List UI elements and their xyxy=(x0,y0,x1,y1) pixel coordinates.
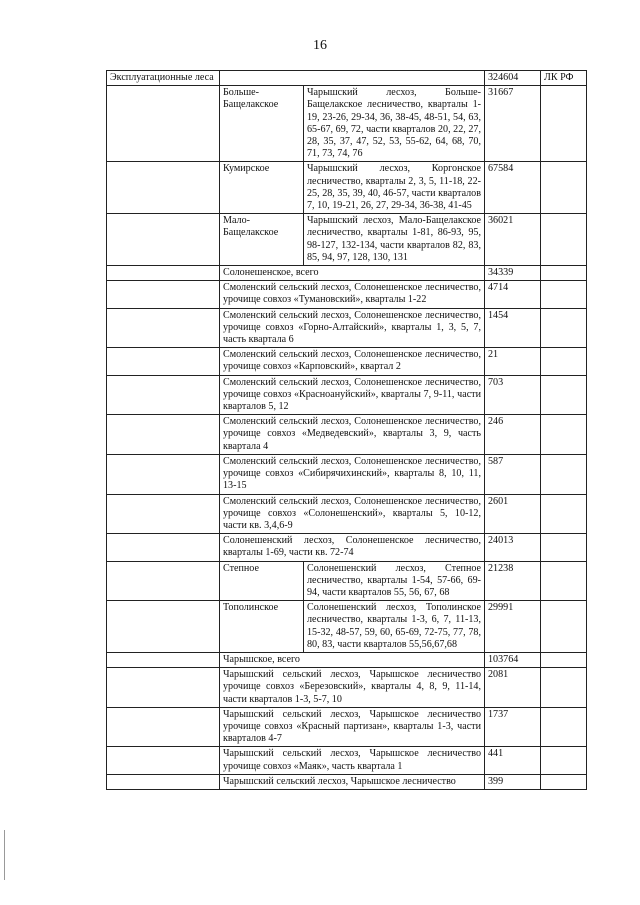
table-row xyxy=(107,534,587,561)
subdivision-name: Мало-Бащелакское xyxy=(220,214,304,266)
area-cell: 34339 xyxy=(485,266,541,281)
table-row xyxy=(107,454,587,494)
note-cell xyxy=(541,454,587,494)
description-cell: Чарышский сельский лесхоз, Чарышское лесничество урочище совхоз «Березовский», кварталы 4, 8, 9, 11-14, части кварталов 1-3, 5-7, 10 xyxy=(220,668,485,708)
note-cell: ЛК РФ xyxy=(541,71,587,86)
area-cell: 36021 xyxy=(485,214,541,266)
empty-cell xyxy=(107,86,220,162)
table-row xyxy=(107,561,587,601)
area-cell: 103764 xyxy=(485,652,541,667)
table-row xyxy=(107,281,587,308)
description-cell: Смоленский сельский лесхоз, Солонешенское лесничество, урочище совхоз «Горно-Алтайский», кварталы 1, 3, 5, 7, часть квартала 6 xyxy=(220,308,485,348)
table-row xyxy=(107,774,587,789)
total-label: Чарышское, всего xyxy=(220,652,485,667)
note-cell xyxy=(541,214,587,266)
empty-cell xyxy=(107,214,220,266)
table-row xyxy=(107,494,587,534)
empty-cell xyxy=(220,71,485,86)
page-number: 16 xyxy=(313,38,327,53)
area-cell: 399 xyxy=(485,774,541,789)
area-cell: 587 xyxy=(485,454,541,494)
note-cell xyxy=(541,494,587,534)
area-cell: 324604 xyxy=(485,71,541,86)
empty-cell xyxy=(107,308,220,348)
table-row xyxy=(107,375,587,415)
empty-cell xyxy=(107,561,220,601)
note-cell xyxy=(541,774,587,789)
empty-cell xyxy=(107,534,220,561)
area-cell: 29991 xyxy=(485,601,541,653)
description-cell: Смоленский сельский лесхоз, Солонешенское лесничество, урочище совхоз «Солонешенский», кварталы 5, 10-12, части кв. 3,4,6-9 xyxy=(220,494,485,534)
note-cell xyxy=(541,707,587,747)
empty-cell xyxy=(107,652,220,667)
table-row xyxy=(107,601,587,653)
description-cell: Чарышский сельский лесхоз, Чарышское лесничество xyxy=(220,774,485,789)
empty-cell xyxy=(107,601,220,653)
note-cell xyxy=(541,601,587,653)
area-cell: 1454 xyxy=(485,308,541,348)
note-cell xyxy=(541,162,587,214)
subdivision-name: Тополинское xyxy=(220,601,304,653)
empty-cell xyxy=(107,281,220,308)
area-cell: 703 xyxy=(485,375,541,415)
description-cell: Чарышский лесхоз, Коргонское лесничество, кварталы 2, 3, 5, 11-18, 22-25, 28, 35, 39, 40, 46-57, части кварталов 7, 10, 19-21, 26, 27, 29-34, 36-38, 41-45 xyxy=(304,162,485,214)
note-cell xyxy=(541,561,587,601)
note-cell xyxy=(541,266,587,281)
area-cell: 21 xyxy=(485,348,541,375)
table-row xyxy=(107,308,587,348)
area-cell: 67584 xyxy=(485,162,541,214)
area-cell: 1737 xyxy=(485,707,541,747)
note-cell xyxy=(541,747,587,774)
note-cell xyxy=(541,415,587,455)
total-row xyxy=(107,266,587,281)
note-cell xyxy=(541,308,587,348)
subdivision-name: Больше-Бащелакское xyxy=(220,86,304,162)
table-row xyxy=(107,348,587,375)
description-cell: Смоленский сельский лесхоз, Солонешенское лесничество, урочище совхоз «Красноануйский», кварталы 7, 9-11, части кварталов 5, 12 xyxy=(220,375,485,415)
note-cell xyxy=(541,281,587,308)
table-row xyxy=(107,747,587,774)
area-cell: 21238 xyxy=(485,561,541,601)
area-cell: 4714 xyxy=(485,281,541,308)
note-cell xyxy=(541,534,587,561)
empty-cell xyxy=(107,774,220,789)
area-cell: 24013 xyxy=(485,534,541,561)
empty-cell xyxy=(107,348,220,375)
empty-cell xyxy=(107,454,220,494)
note-cell xyxy=(541,375,587,415)
total-row xyxy=(107,652,587,667)
table-row xyxy=(107,162,587,214)
forest-table-body xyxy=(107,71,587,790)
area-cell: 441 xyxy=(485,747,541,774)
area-cell: 246 xyxy=(485,415,541,455)
header-row xyxy=(107,71,587,86)
note-cell xyxy=(541,348,587,375)
subdivision-name: Кумирское xyxy=(220,162,304,214)
description-cell: Смоленский сельский лесхоз, Солонешенское лесничество, урочище совхоз «Сибирячихинский», кварталы 8, 10, 11, 13-15 xyxy=(220,454,485,494)
note-cell xyxy=(541,86,587,162)
empty-cell xyxy=(107,415,220,455)
empty-cell xyxy=(107,668,220,708)
total-label: Солонешенское, всего xyxy=(220,266,485,281)
scan-edge-mark xyxy=(4,830,5,880)
forest-table xyxy=(106,70,587,790)
description-cell: Солонешенский лесхоз, Тополинское лесничество, кварталы 1-3, 6, 7, 11-13, 15-32, 48-57, 59, 60, 65-69, 72-75, 77, 78, 80, 83, части кварталов 55,56,67,68 xyxy=(304,601,485,653)
description-cell: Чарышский лесхоз, Мало-Бащелакское лесничество, кварталы 1-81, 86-93, 95, 98-127, 132-134, части кварталов 82, 83, 85, 94, 97, 128, 130, 131 xyxy=(304,214,485,266)
subdivision-name: Степное xyxy=(220,561,304,601)
note-cell xyxy=(541,668,587,708)
table-row xyxy=(107,415,587,455)
empty-cell xyxy=(107,375,220,415)
area-cell: 2601 xyxy=(485,494,541,534)
description-cell: Чарышский сельский лесхоз, Чарышское лесничество урочище совхоз «Маяк», часть квартала 1 xyxy=(220,747,485,774)
area-cell: 31667 xyxy=(485,86,541,162)
description-cell: Смоленский сельский лесхоз, Солонешенское лесничество, урочище совхоз «Тумановский», кварталы 1-22 xyxy=(220,281,485,308)
description-cell: Солонешенский лесхоз, Солонешенское лесничество, кварталы 1-69, части кв. 72-74 xyxy=(220,534,485,561)
table-row xyxy=(107,668,587,708)
table-row xyxy=(107,707,587,747)
empty-cell xyxy=(107,747,220,774)
empty-cell xyxy=(107,162,220,214)
category-cell: Эксплуатационные леса xyxy=(107,71,220,86)
table-row xyxy=(107,214,587,266)
empty-cell xyxy=(107,707,220,747)
table-row xyxy=(107,86,587,162)
description-cell: Смоленский сельский лесхоз, Солонешенское лесничество, урочище совхоз «Карповский», квартал 2 xyxy=(220,348,485,375)
empty-cell xyxy=(107,494,220,534)
description-cell: Чарышский лесхоз, Больше-Бащелакское лесничество, кварталы 1-19, 23-26, 29-34, 36, 38-45, 48-51, 54, 63, 65-67, 69, 72, части кварталов 20, 22, 27, 28, 35, 37, 47, 52, 53, 55-62, 64, 68, 70, 71, 73, 74, 76 xyxy=(304,86,485,162)
area-cell: 2081 xyxy=(485,668,541,708)
description-cell: Чарышский сельский лесхоз, Чарышское лесничество урочище совхоз «Красный партизан», кварталы 1-3, части кварталов 4-7 xyxy=(220,707,485,747)
note-cell xyxy=(541,652,587,667)
description-cell: Солонешенский лесхоз, Степное лесничество, кварталы 1-54, 57-66, 69-94, части кварталов 55, 56, 67, 68 xyxy=(304,561,485,601)
description-cell: Смоленский сельский лесхоз, Солонешенское лесничество, урочище совхоз «Медведевский», кварталы 3, 9, часть квартала 4 xyxy=(220,415,485,455)
empty-cell xyxy=(107,266,220,281)
